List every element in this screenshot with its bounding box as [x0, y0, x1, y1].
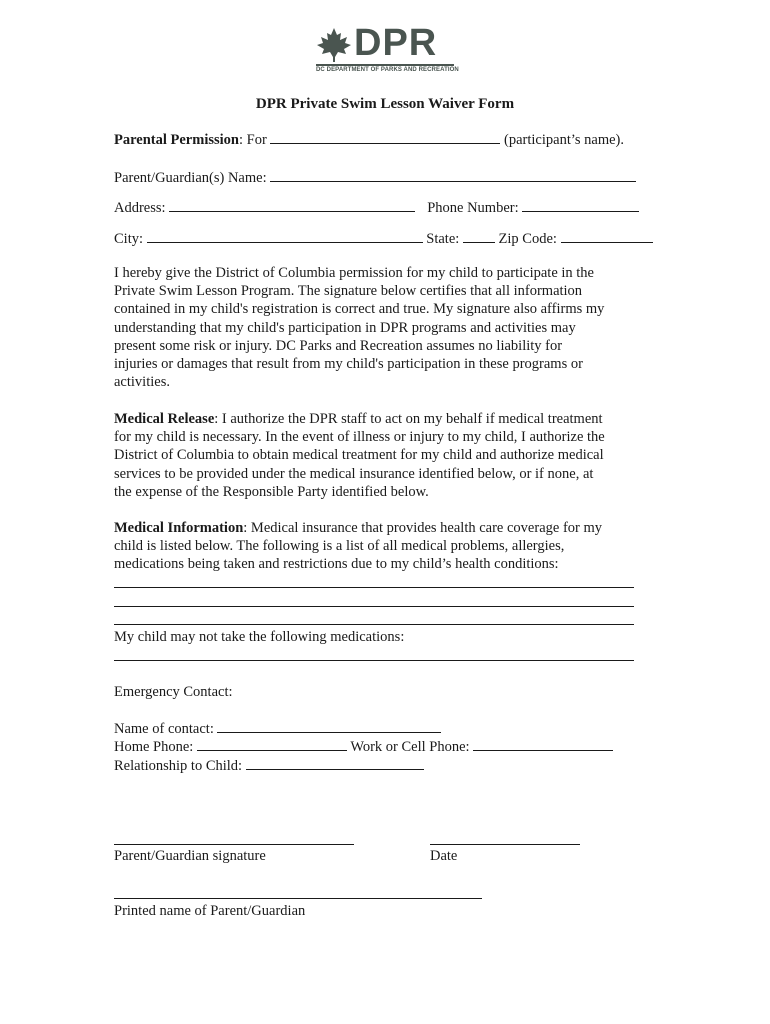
- relationship-label: Relationship to Child:: [114, 758, 246, 774]
- home-phone-label: Home Phone:: [114, 739, 197, 755]
- medical-release-text: : I authorize the DPR staff to act on my behalf if medical treatment: [214, 411, 603, 427]
- home-phone-field[interactable]: [197, 737, 347, 751]
- contact-name-label: Name of contact:: [114, 721, 218, 737]
- medical-information-first-line: [114, 519, 674, 537]
- medical-information-line: medications being taken and restrictions due to my child’s health conditions:: [114, 556, 559, 573]
- medications-line[interactable]: [114, 660, 634, 661]
- city-label: City:: [114, 231, 147, 247]
- permission-prefix: : For: [238, 132, 271, 148]
- medical-release-line: for my child is necessary. In the event of illness or injury to my child, I authorize the: [114, 429, 605, 446]
- waiver-line: activities.: [114, 374, 170, 391]
- health-conditions-line-1[interactable]: [114, 587, 634, 588]
- waiver-line: I hereby give the District of Columbia permission for my child to participate in the: [114, 265, 594, 281]
- medical-release-line: District of Columbia to obtain medical treatment for my child and authorize medical: [114, 447, 604, 464]
- medical-release-label: Medical Release: [114, 411, 215, 427]
- date-label: Date: [430, 848, 458, 864]
- participant-name-field[interactable]: [270, 130, 500, 144]
- printed-name-field[interactable]: [114, 898, 482, 899]
- printed-name-label: Printed name of Parent/Guardian: [114, 903, 306, 919]
- permission-suffix: (participant’s name).: [500, 132, 625, 148]
- medical-information-line: child is listed below. The following is a list of all medical problems, allergies,: [114, 538, 565, 555]
- waiver-paragraph: [114, 264, 674, 391]
- address-line: [114, 198, 639, 217]
- address-label: Address:: [114, 200, 170, 216]
- relationship-field[interactable]: [246, 756, 424, 770]
- state-label: State:: [422, 231, 463, 247]
- signature-label: Parent/Guardian signature: [114, 848, 266, 864]
- medical-release-line: services to be provided under the medical insurance identified below, or if none, at: [114, 465, 594, 482]
- signature-field[interactable]: [114, 844, 354, 845]
- contact-name-line: [114, 719, 441, 738]
- maple-leaf-icon: [316, 27, 352, 63]
- health-conditions-line-3[interactable]: [114, 624, 634, 625]
- waiver-line: understanding that my child's participation in DPR programs and activities may: [114, 319, 576, 336]
- relationship-line: [114, 756, 424, 775]
- city-field[interactable]: [147, 229, 423, 243]
- medical-release-line: the expense of the Responsible Party identified below.: [114, 483, 429, 500]
- zip-field[interactable]: [561, 229, 653, 243]
- city-line: [114, 229, 653, 248]
- waiver-line: Private Swim Lesson Program. The signature below certifies that all information: [114, 283, 583, 300]
- waiver-line: contained in my child's registration is correct and true. My signature also affirms my: [114, 301, 605, 318]
- guardian-name-field[interactable]: [270, 168, 636, 182]
- guardian-name-line: [114, 168, 636, 187]
- form-title: DPR Private Swim Lesson Waiver Form: [255, 96, 515, 112]
- logo-divider: [316, 64, 454, 66]
- medications-label: My child may not take the following medications:: [114, 629, 405, 645]
- medical-release-first-line: [114, 410, 674, 428]
- date-field[interactable]: [430, 844, 580, 845]
- contact-name-field[interactable]: [217, 719, 441, 733]
- phone-label: Phone Number:: [427, 200, 523, 216]
- health-conditions-line-2[interactable]: [114, 606, 634, 607]
- medical-information-paragraph: [114, 519, 674, 574]
- waiver-line: present some risk or injury. DC Parks and Recreation assumes no liability for: [114, 337, 563, 354]
- state-field[interactable]: [463, 229, 495, 243]
- contact-phone-line: [114, 737, 613, 756]
- medical-release-paragraph: [114, 410, 674, 501]
- medical-information-text: : Medical insurance that provides health care coverage for my: [243, 520, 603, 536]
- parental-permission-label: Parental Permission: [114, 132, 239, 148]
- work-phone-label: Work or Cell Phone:: [346, 739, 474, 755]
- emergency-contact-label: Emergency Contact:: [114, 684, 233, 700]
- logo-text: DPR: [354, 22, 438, 64]
- address-field[interactable]: [169, 198, 415, 212]
- parental-permission-line: [114, 130, 624, 149]
- guardian-name-label: Parent/Guardian(s) Name:: [114, 170, 271, 186]
- medical-information-label: Medical Information: [114, 520, 244, 536]
- work-phone-field[interactable]: [473, 737, 613, 751]
- dpr-logo: [316, 22, 459, 77]
- logo-subtitle: DC DEPARTMENT OF PARKS AND RECREATION: [316, 67, 459, 73]
- phone-field[interactable]: [522, 198, 639, 212]
- zip-label: Zip Code:: [494, 231, 561, 247]
- waiver-line: injuries or damages that result from my child's participation in these programs or: [114, 356, 583, 373]
